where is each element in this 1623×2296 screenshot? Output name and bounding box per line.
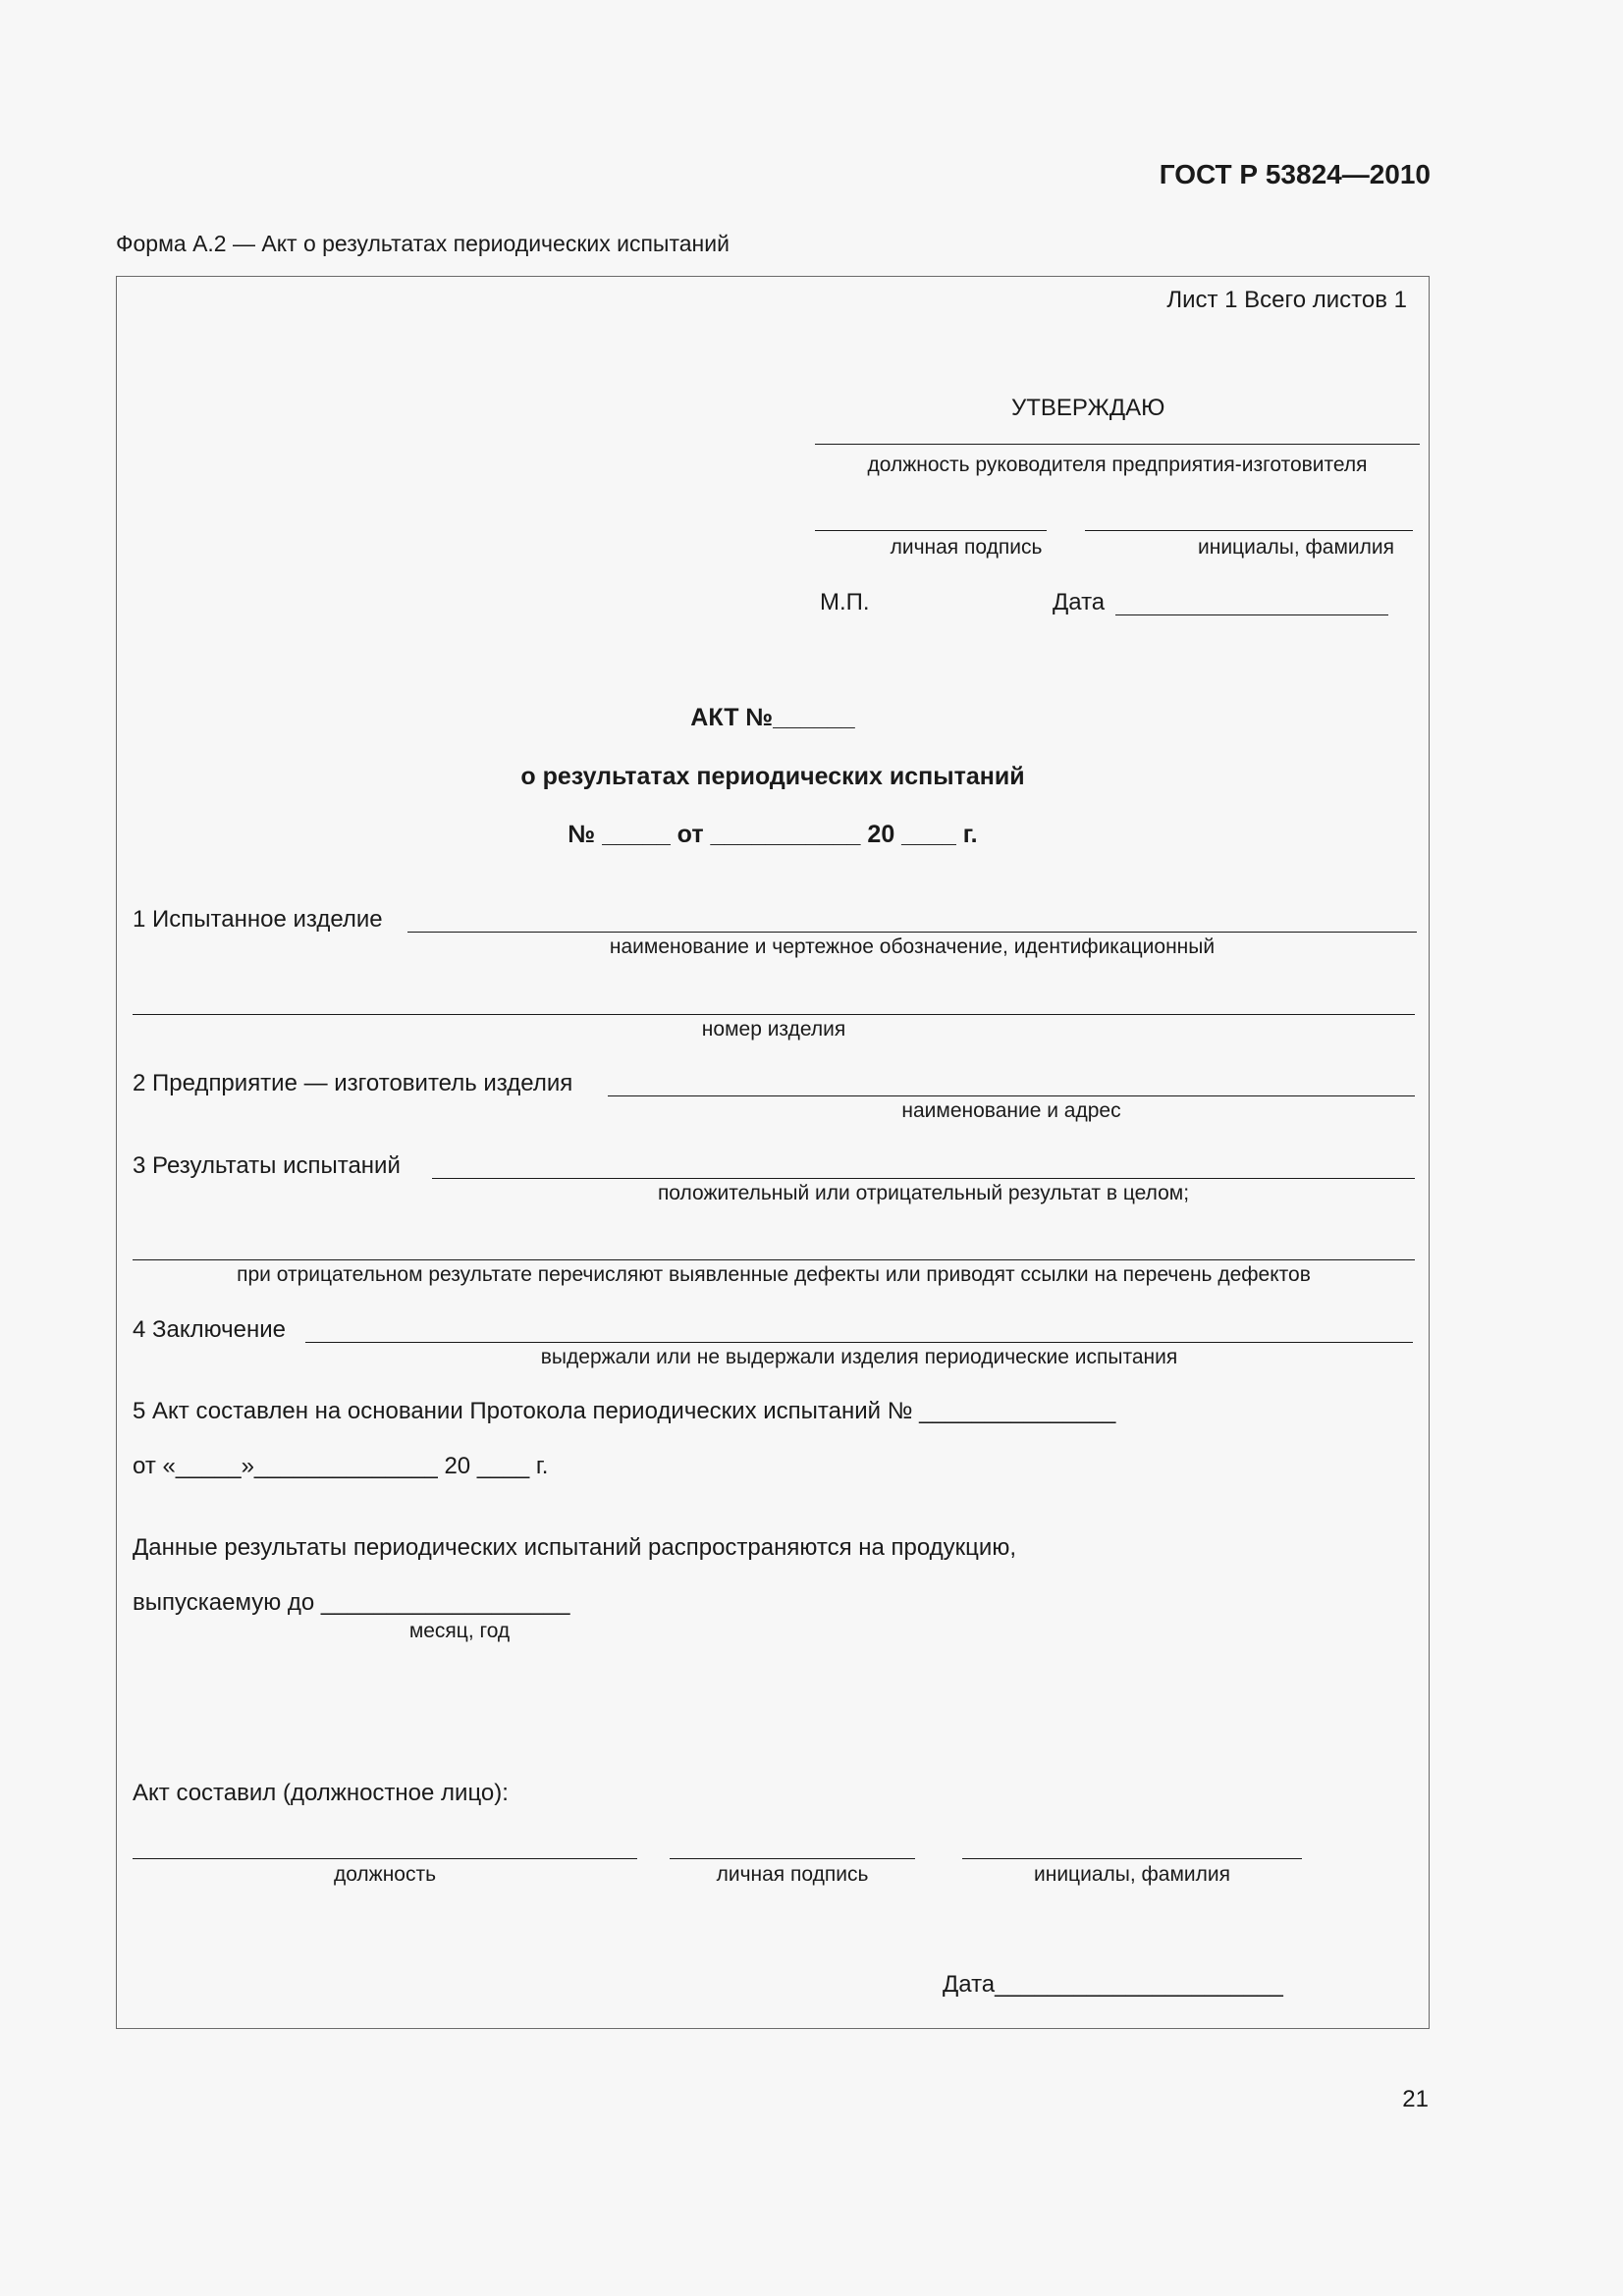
act-subtitle: о результатах периодических испытаний bbox=[520, 763, 1025, 790]
item3-line bbox=[432, 1178, 1415, 1179]
sheet-info: Лист 1 Всего листов 1 bbox=[1166, 287, 1407, 313]
item4-hint: выдержали или не выдержали изделия периодические испытания bbox=[540, 1346, 1178, 1368]
composer-position-hint: должность bbox=[333, 1863, 437, 1886]
composer-signature-line bbox=[670, 1858, 915, 1859]
item1-line bbox=[407, 932, 1417, 933]
item5-date: от «_____»______________ 20 ____ г. bbox=[133, 1453, 549, 1479]
item3-hint-2: при отрицательном результате перечисляют выявленные дефекты или приводят ссылки на перечень дефектов bbox=[237, 1263, 1311, 1286]
item1-line-2 bbox=[133, 1014, 1415, 1015]
composer-label: Акт составил (должностное лицо): bbox=[133, 1780, 509, 1806]
released-hint: месяц, год bbox=[408, 1620, 511, 1642]
act-title: АКТ №______ bbox=[690, 704, 855, 731]
composer-signature-hint: личная подпись bbox=[716, 1863, 869, 1886]
distribution-text: Данные результаты периодических испытаний распространяются на продукцию, bbox=[133, 1534, 1016, 1561]
approve-position-hint: должность руководителя предприятия-изготовителя bbox=[867, 454, 1368, 476]
approve-position-line bbox=[815, 444, 1420, 445]
composer-position-line bbox=[133, 1858, 637, 1859]
standard-number: ГОСТ Р 53824—2010 bbox=[1159, 159, 1431, 189]
page-number: 21 bbox=[1402, 2086, 1429, 2112]
item2-label: 2 Предприятие — изготовитель изделия bbox=[133, 1070, 573, 1096]
item3-line-2 bbox=[133, 1259, 1415, 1260]
stamp-label: М.П. bbox=[820, 589, 870, 615]
item2-line bbox=[608, 1095, 1415, 1096]
approve-date-line bbox=[1115, 614, 1388, 615]
composer-date: Дата______________________ bbox=[943, 1971, 1283, 1998]
approve-name-line bbox=[1085, 530, 1413, 531]
approve-signature-hint: личная подпись bbox=[890, 536, 1043, 559]
act-number-line: № _____ от ___________ 20 ____ г. bbox=[568, 821, 978, 848]
composer-name-line bbox=[962, 1858, 1302, 1859]
composer-name-hint: инициалы, фамилия bbox=[1034, 1863, 1230, 1886]
item4-line bbox=[305, 1342, 1413, 1343]
item1-hint-2: номер изделия bbox=[701, 1018, 846, 1041]
item1-hint: наименование и чертежное обозначение, идентификационный bbox=[609, 935, 1216, 958]
item1-label: 1 Испытанное изделие bbox=[133, 906, 383, 933]
approve-name-hint: инициалы, фамилия bbox=[1198, 536, 1394, 559]
item4-label: 4 Заключение bbox=[133, 1316, 286, 1343]
approve-title: УТВЕРЖДАЮ bbox=[1011, 395, 1165, 421]
item3-label: 3 Результаты испытаний bbox=[133, 1152, 401, 1179]
item2-hint: наименование и адрес bbox=[901, 1099, 1121, 1122]
approve-date-label: Дата bbox=[1053, 589, 1106, 615]
approve-signature-line bbox=[815, 530, 1047, 531]
item3-hint: положительный или отрицательный результат в целом; bbox=[657, 1182, 1190, 1204]
item5-text: 5 Акт составлен на основании Протокола периодических испытаний № _______________ bbox=[133, 1398, 1116, 1424]
form-caption: Форма А.2 — Акт о результатах периодических испытаний bbox=[116, 231, 730, 256]
released-until: выпускаемую до ___________________ bbox=[133, 1589, 570, 1616]
